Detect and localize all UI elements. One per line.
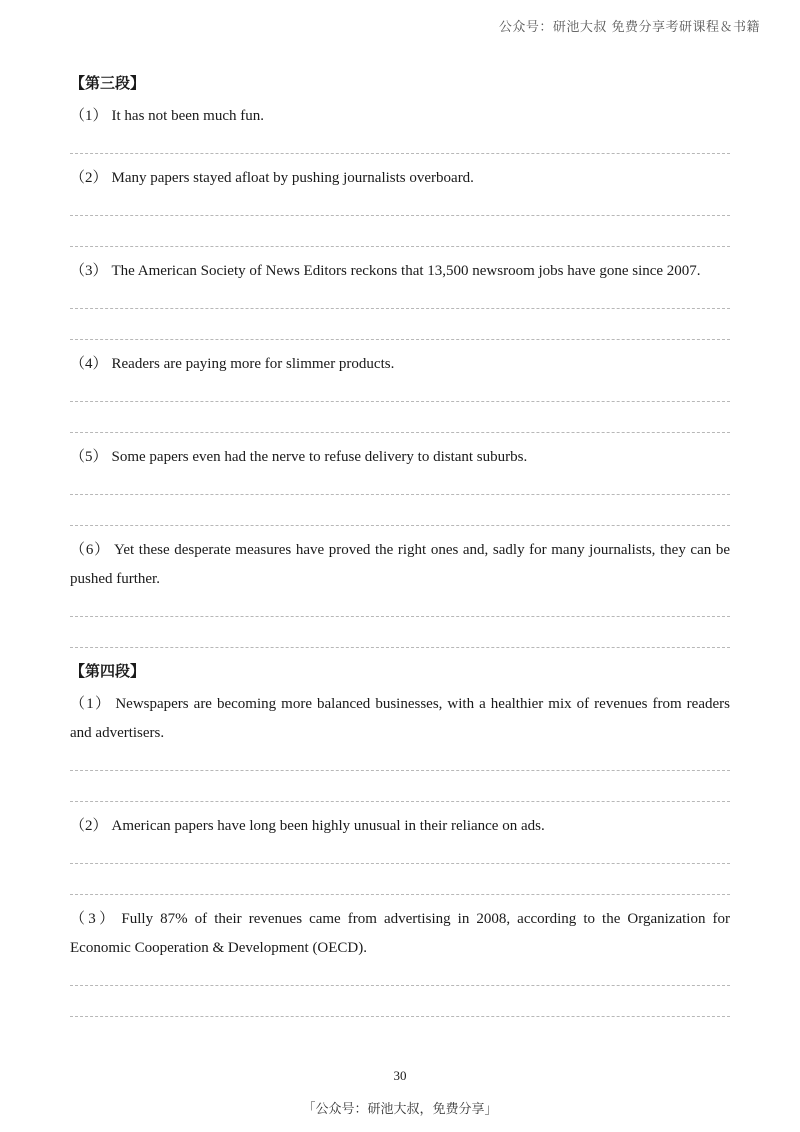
header-watermark-note: 公众号：研池大叔 免费分享考研课程＆书籍: [498, 20, 760, 35]
answer-line: [70, 494, 730, 495]
answer-line: [70, 432, 730, 433]
sentence-block: [70, 102, 730, 154]
sentence-text: [70, 905, 730, 963]
sentence-number: （4）: [70, 356, 108, 372]
section-title-4: 【第四段】: [70, 662, 146, 680]
sentence-text: [70, 443, 730, 472]
sentence-body: Readers are paying more for slimmer products.: [111, 356, 395, 372]
answer-line: [70, 801, 730, 802]
answer-line: [70, 647, 730, 648]
sentence-number: （6）: [70, 542, 111, 558]
sentence-text: [70, 350, 730, 379]
answer-line: [70, 339, 730, 340]
sentence-block: [70, 350, 730, 433]
sentence-block: [70, 536, 730, 648]
sentence-number: （3）: [70, 911, 118, 927]
answer-line: [70, 246, 730, 247]
answer-line: [70, 770, 730, 771]
section-title-3: 【第三段】: [70, 74, 146, 92]
answer-line: [70, 616, 730, 617]
sentence-block: [70, 443, 730, 526]
sentence-text: [70, 102, 730, 131]
sentence-text: [70, 812, 730, 841]
sentence-number: （2）: [70, 818, 108, 834]
page-number: 30: [393, 1068, 407, 1083]
sentence-number: （5）: [70, 449, 108, 465]
answer-line: [70, 401, 730, 402]
sentence-block: [70, 164, 730, 247]
sentence-text: [70, 536, 730, 594]
answer-line: [70, 863, 730, 864]
sentence-block: [70, 257, 730, 340]
answer-line: [70, 153, 730, 154]
sentence-body: Newspapers are becoming more balanced businesses, with a healthier mix of revenues from readers and advertisers.: [70, 696, 730, 741]
answer-line: [70, 985, 730, 986]
exercise-content: [70, 72, 730, 1017]
sentence-number: （2）: [70, 170, 108, 186]
sentence-text: [70, 690, 730, 748]
sentence-body: Yet these desperate measures have proved the right ones and, sadly for many journalists, they can be pushed further.: [70, 542, 730, 587]
sentence-body: Many papers stayed afloat by pushing journalists overboard.: [111, 170, 474, 186]
sentence-text: [70, 164, 730, 193]
sentence-body: Some papers even had the nerve to refuse delivery to distant suburbs.: [111, 449, 528, 465]
sentence-body: The American Society of News Editors reckons that 13,500 newsroom jobs have gone since 2007.: [111, 263, 701, 279]
sentence-body: American papers have long been highly unusual in their reliance on ads.: [111, 818, 545, 834]
sentence-number: （1）: [70, 108, 108, 124]
sentence-block: [70, 690, 730, 802]
sentence-number: （1）: [70, 696, 112, 712]
answer-line: [70, 308, 730, 309]
answer-line: [70, 525, 730, 526]
sentence-block: [70, 905, 730, 1017]
sentence-number: （3）: [70, 263, 108, 279]
sentence-body: Fully 87% of their revenues came from advertising in 2008, according to the Organization for Economic Cooperation & Development (OECD).: [70, 911, 730, 956]
answer-line: [70, 894, 730, 895]
answer-line: [70, 1016, 730, 1017]
footer-watermark-note: 「公众号：研池大叔，免费分享」: [302, 1102, 498, 1117]
answer-line: [70, 215, 730, 216]
sentence-body: It has not been much fun.: [111, 108, 264, 124]
sentence-block: [70, 812, 730, 895]
sentence-text: [70, 257, 730, 286]
